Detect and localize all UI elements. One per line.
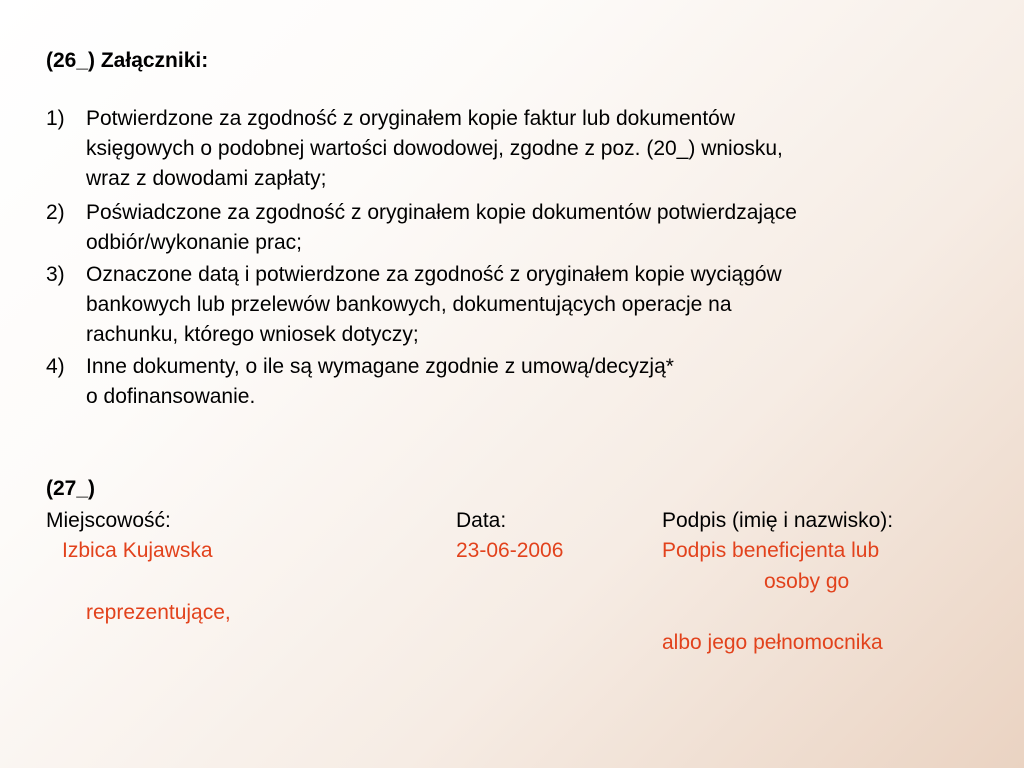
list-item-line: Inne dokumenty, o ile są wymagane zgodnie z umową/decyzją*: [86, 355, 674, 378]
list-item-line: wraz z dowodami zapłaty;: [86, 167, 327, 190]
list-item-line: Potwierdzone za zgodność z oryginałem kopie faktur lub dokumentów: [86, 107, 736, 130]
list-item-line: rachunku, którego wniosek dotyczy;: [86, 323, 419, 346]
place-label: Miejscowość:: [46, 509, 171, 532]
list-item-line: bankowych lub przelewów bankowych, dokumentujących operacje na: [86, 293, 732, 316]
signature-label: Podpis (imię i nazwisko):: [662, 509, 894, 532]
signature-value-line: Podpis beneficjenta lub: [662, 539, 880, 562]
date-label: Data:: [456, 509, 507, 532]
list-item-line: odbiór/wykonanie prac;: [86, 231, 302, 254]
list-item-line: o dofinansowanie.: [86, 385, 256, 408]
list-item-number: 2): [46, 201, 65, 224]
signature-value-line: reprezentujące,: [86, 601, 231, 624]
list-item-line: księgowych o podobnej wartości dowodowej, zgodne z poz. (20_) wniosku,: [86, 137, 783, 160]
signature-heading: (27_): [46, 477, 96, 500]
place-value: Izbica Kujawska: [62, 539, 213, 562]
list-item-number: 3): [46, 263, 65, 286]
list-item-line: Oznaczone datą i potwierdzone za zgodność z oryginałem kopie wyciągów: [86, 263, 782, 286]
list-item-number: 4): [46, 355, 65, 378]
signature-value-line: osoby go: [764, 570, 850, 593]
list-item-line: Poświadczone za zgodność z oryginałem kopie dokumentów potwierdzające: [86, 201, 797, 224]
list-item-number: 1): [46, 107, 65, 130]
signature-value-line: albo jego pełnomocnika: [662, 631, 883, 654]
date-value: 23-06-2006: [456, 539, 564, 562]
attachments-heading: (26_) Załączniki:: [46, 49, 209, 72]
